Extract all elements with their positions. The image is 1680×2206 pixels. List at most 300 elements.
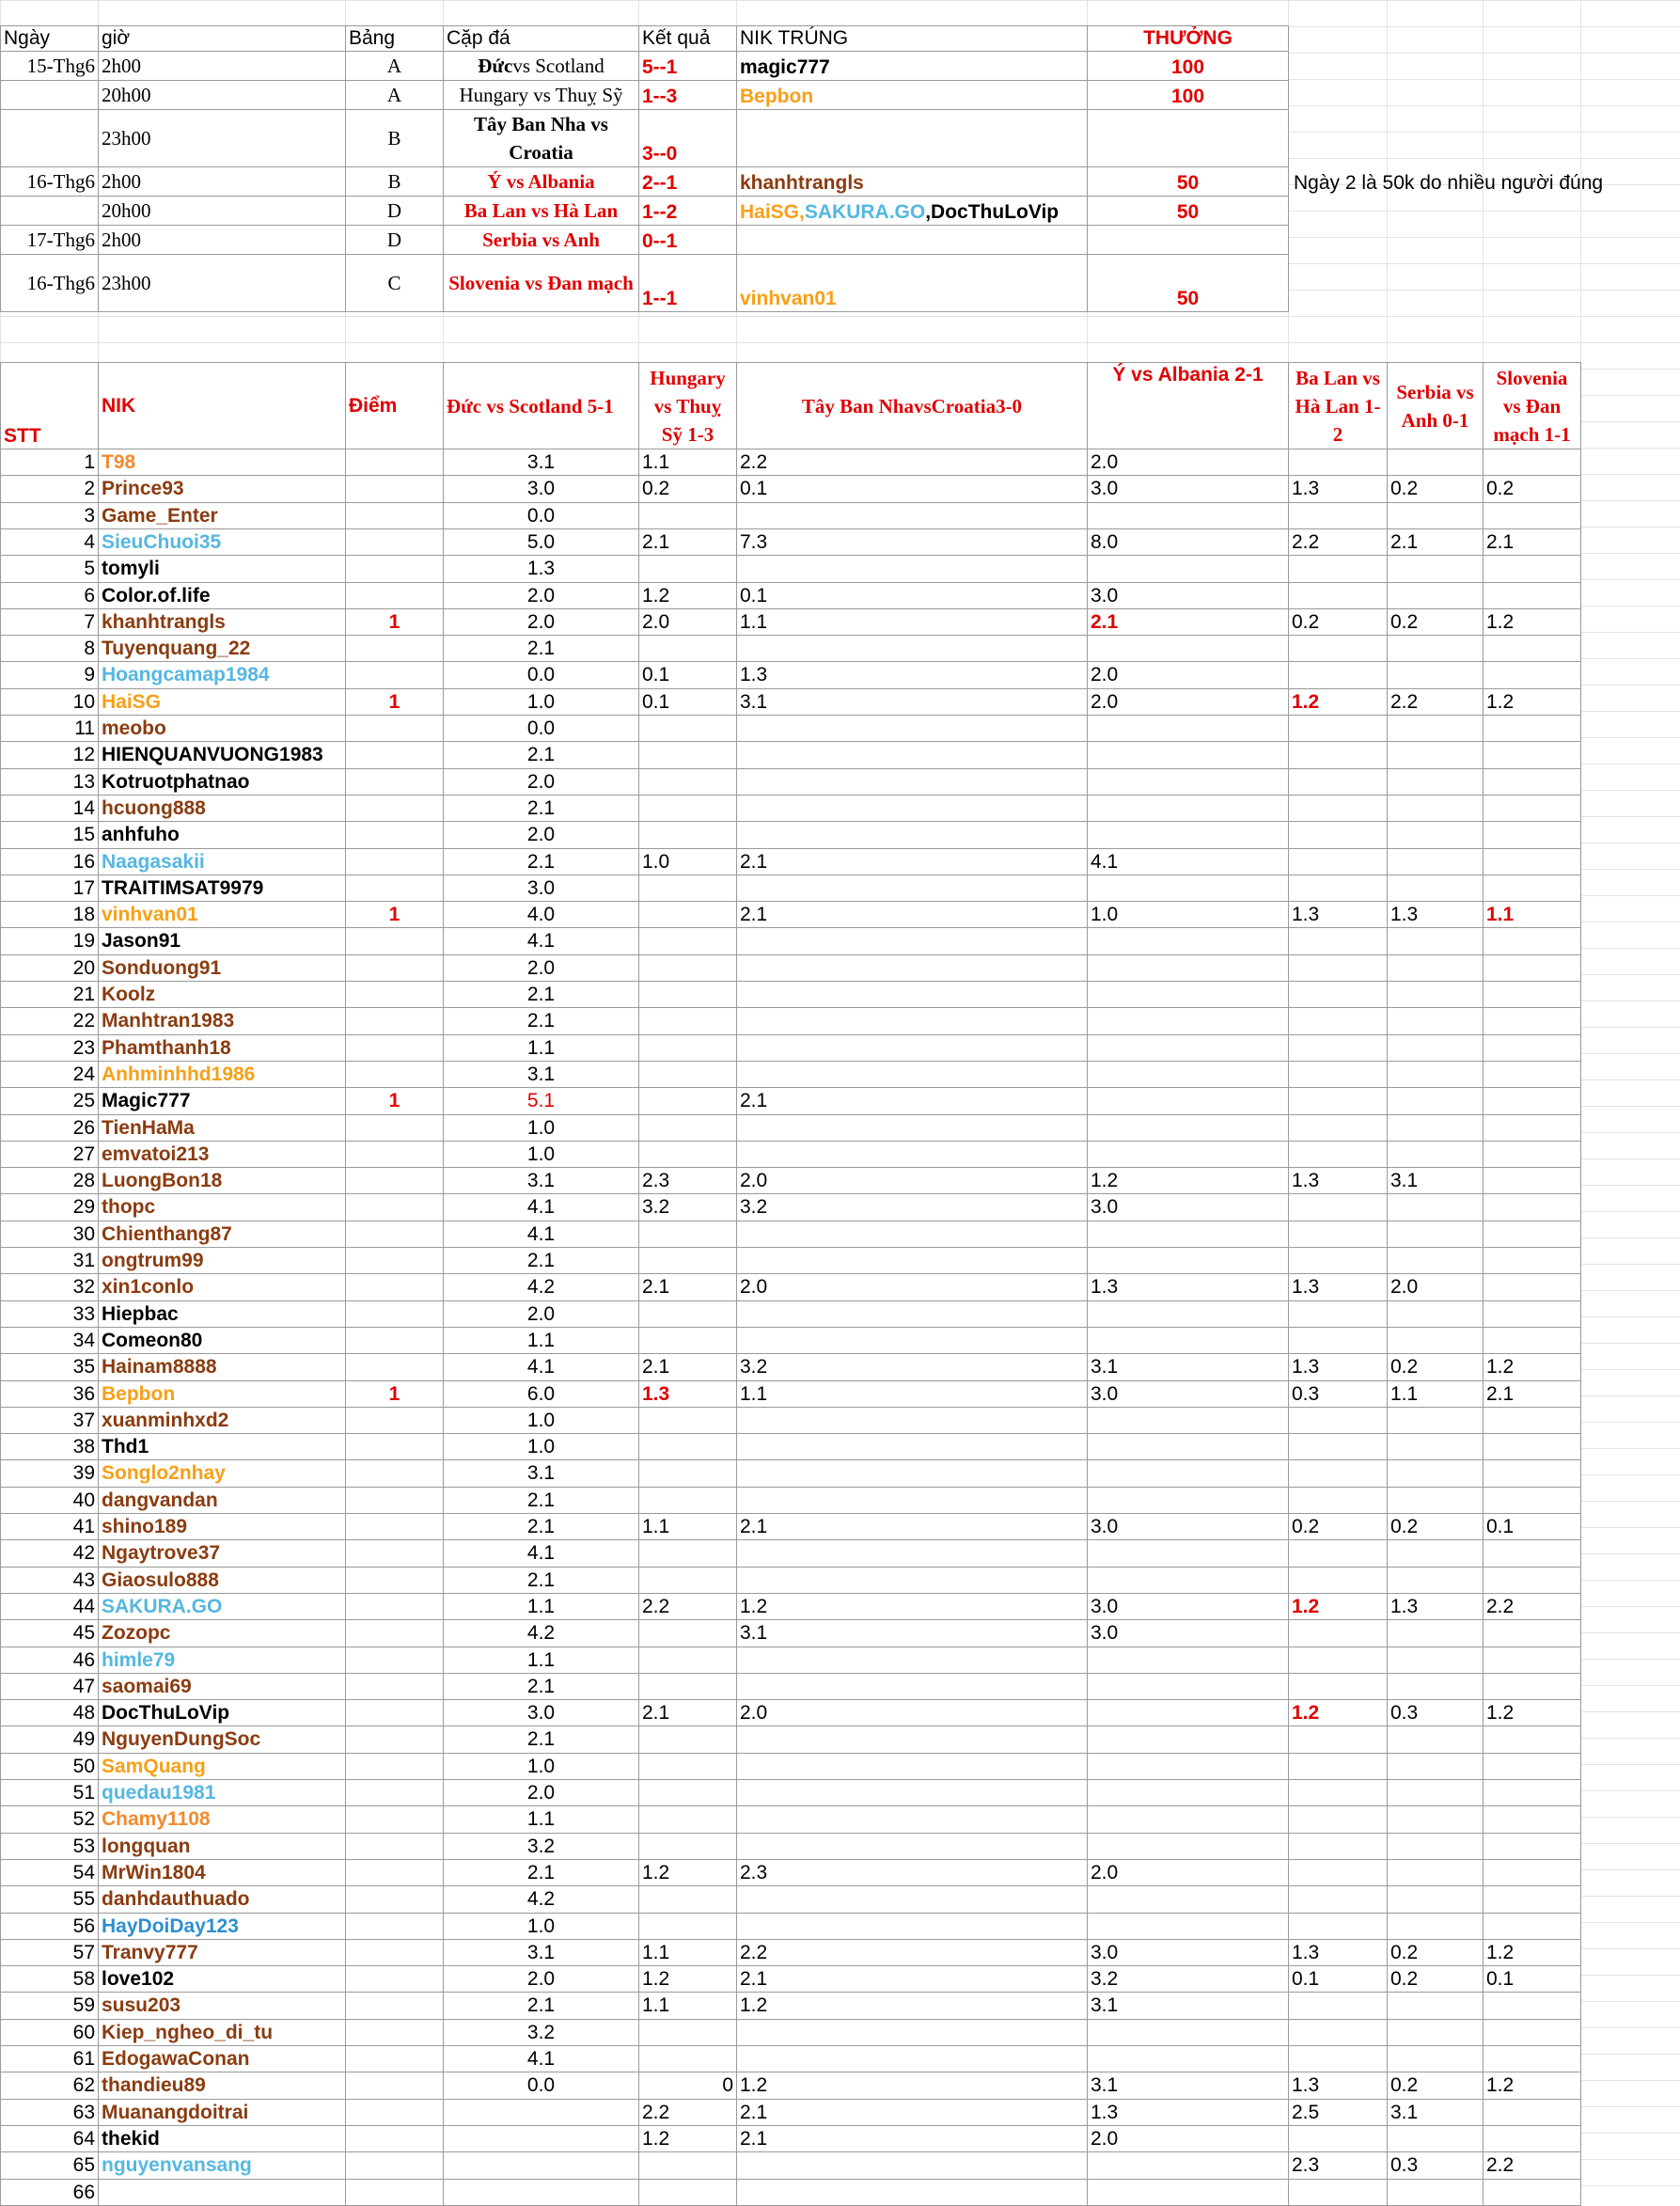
row-prediction-5[interactable]: [1288, 2179, 1388, 2206]
row-prediction-7[interactable]: [1483, 1487, 1581, 1514]
row-stt[interactable]: 66: [0, 2179, 99, 2206]
row-prediction-2[interactable]: [638, 1007, 737, 1035]
row-prediction-3[interactable]: [736, 1913, 1088, 1940]
row-points[interactable]: [345, 1805, 444, 1834]
row-prediction-4[interactable]: 3.0: [1087, 582, 1289, 609]
row-prediction-7[interactable]: 1.2: [1483, 688, 1581, 716]
row-prediction-4[interactable]: [1087, 555, 1289, 583]
row-nik[interactable]: xin1conlo: [98, 1273, 346, 1301]
row-points[interactable]: [345, 1593, 444, 1620]
row-stt[interactable]: 7: [0, 608, 99, 636]
summary-prize[interactable]: 50: [1087, 196, 1289, 226]
row-prediction-7[interactable]: 2.1: [1483, 528, 1581, 556]
row-nik[interactable]: love102: [98, 1965, 346, 1993]
row-prediction-2[interactable]: [638, 1407, 737, 1434]
row-prediction-6[interactable]: [1387, 1539, 1484, 1568]
row-prediction-2[interactable]: [638, 1459, 737, 1488]
row-points[interactable]: [345, 795, 444, 822]
row-prediction-5[interactable]: 1.3: [1288, 901, 1388, 928]
row-prediction-5[interactable]: [1288, 1619, 1388, 1647]
row-nik[interactable]: Color.of.life: [98, 582, 346, 609]
row-prediction-7[interactable]: 2.2: [1483, 2151, 1581, 2180]
row-prediction-5[interactable]: 0.3: [1288, 1380, 1388, 1408]
row-prediction-2[interactable]: [638, 2179, 737, 2206]
row-prediction-7[interactable]: 0.1: [1483, 1965, 1581, 1993]
row-prediction-5[interactable]: 1.2: [1288, 1699, 1388, 1726]
row-prediction-6[interactable]: [1387, 768, 1484, 796]
row-prediction-6[interactable]: 2.2: [1387, 688, 1484, 716]
row-prediction-7[interactable]: [1483, 1725, 1581, 1754]
row-points[interactable]: [345, 1647, 444, 1674]
row-nik[interactable]: Chamy1108: [98, 1805, 346, 1834]
row-points[interactable]: [345, 2179, 444, 2206]
row-prediction-1[interactable]: 3.1: [443, 449, 639, 476]
summary-prize[interactable]: 100: [1087, 51, 1289, 81]
row-prediction-2[interactable]: [638, 1567, 737, 1594]
row-points[interactable]: [345, 1141, 444, 1168]
row-prediction-2[interactable]: [638, 1034, 737, 1062]
summary-result[interactable]: 3--0: [638, 109, 737, 167]
row-prediction-1[interactable]: 4.1: [443, 927, 639, 955]
row-points[interactable]: [345, 981, 444, 1008]
row-prediction-5[interactable]: [1288, 821, 1388, 849]
row-prediction-5[interactable]: [1288, 661, 1388, 689]
row-points[interactable]: [345, 1619, 444, 1647]
row-prediction-7[interactable]: [1483, 1167, 1581, 1194]
row-prediction-7[interactable]: [1483, 2045, 1581, 2072]
row-prediction-4[interactable]: 2.0: [1087, 688, 1289, 716]
summary-time[interactable]: 20h00: [98, 80, 346, 110]
row-nik[interactable]: nguyenvansang: [98, 2151, 346, 2180]
row-prediction-3[interactable]: 1.2: [736, 1992, 1088, 2020]
row-prediction-6[interactable]: [1387, 848, 1484, 875]
row-prediction-2[interactable]: [638, 1087, 737, 1115]
row-prediction-1[interactable]: 4.1: [443, 2045, 639, 2072]
row-prediction-3[interactable]: [736, 1300, 1088, 1328]
row-nik[interactable]: Naagasakii: [98, 848, 346, 875]
row-prediction-3[interactable]: [736, 1725, 1088, 1754]
row-prediction-3[interactable]: 1.1: [736, 1380, 1088, 1408]
row-prediction-4[interactable]: [1087, 1487, 1289, 1514]
row-prediction-1[interactable]: 0.0: [443, 502, 639, 529]
row-prediction-2[interactable]: 2.1: [638, 528, 737, 556]
row-nik[interactable]: Bepbon: [98, 1380, 346, 1408]
row-prediction-4[interactable]: 3.0: [1087, 1939, 1289, 1966]
row-prediction-2[interactable]: 2.0: [638, 608, 737, 636]
row-prediction-4[interactable]: 3.1: [1087, 1353, 1289, 1381]
row-prediction-7[interactable]: [1483, 981, 1581, 1008]
row-prediction-2[interactable]: 2.3: [638, 1167, 737, 1194]
row-prediction-4[interactable]: 2.0: [1087, 2125, 1289, 2152]
row-points[interactable]: [345, 1673, 444, 1700]
summary-header[interactable]: NIK TRÚNG: [736, 25, 1088, 52]
row-prediction-4[interactable]: [1087, 768, 1289, 796]
row-prediction-6[interactable]: [1387, 1034, 1484, 1062]
row-stt[interactable]: 40: [0, 1487, 99, 1514]
row-stt[interactable]: 60: [0, 2019, 99, 2046]
row-nik[interactable]: LuongBon18: [98, 1167, 346, 1194]
row-prediction-4[interactable]: 4.1: [1087, 848, 1289, 875]
row-prediction-5[interactable]: [1288, 1141, 1388, 1168]
row-points[interactable]: [345, 635, 444, 662]
summary-winners[interactable]: [736, 254, 1088, 312]
row-prediction-7[interactable]: [1483, 1885, 1581, 1914]
summary-time[interactable]: 2h00: [98, 225, 346, 255]
row-nik[interactable]: longquan: [98, 1833, 346, 1860]
row-points[interactable]: [345, 1247, 444, 1274]
row-stt[interactable]: 17: [0, 875, 99, 902]
row-stt[interactable]: 46: [0, 1647, 99, 1674]
row-nik[interactable]: SAKURA.GO: [98, 1593, 346, 1620]
row-nik[interactable]: MrWin1804: [98, 1859, 346, 1886]
row-prediction-3[interactable]: [736, 1805, 1088, 1834]
row-prediction-7[interactable]: 1.1: [1483, 901, 1581, 928]
row-prediction-5[interactable]: 0.2: [1288, 608, 1388, 636]
row-prediction-1[interactable]: 4.1: [443, 1193, 639, 1221]
row-points[interactable]: [345, 528, 444, 556]
row-prediction-2[interactable]: [638, 1673, 737, 1700]
row-prediction-2[interactable]: [638, 1221, 737, 1248]
row-prediction-5[interactable]: [1288, 1805, 1388, 1834]
row-prediction-1[interactable]: 0.0: [443, 2072, 639, 2100]
row-prediction-5[interactable]: [1288, 954, 1388, 982]
row-stt[interactable]: 41: [0, 1513, 99, 1540]
row-prediction-2[interactable]: 2.1: [638, 1699, 737, 1726]
row-stt[interactable]: 49: [0, 1725, 99, 1754]
row-stt[interactable]: 23: [0, 1034, 99, 1062]
row-prediction-6[interactable]: 0.2: [1387, 608, 1484, 636]
summary-match[interactable]: Tây Ban Nha vs Croatia: [443, 109, 639, 167]
row-prediction-5[interactable]: [1288, 1247, 1388, 1274]
row-prediction-4[interactable]: [1087, 1459, 1289, 1488]
row-prediction-6[interactable]: [1387, 715, 1484, 742]
row-nik[interactable]: xuanminhxd2: [98, 1407, 346, 1434]
row-prediction-1[interactable]: 2.1: [443, 1247, 639, 1274]
row-prediction-4[interactable]: [1087, 2151, 1289, 2180]
row-prediction-7[interactable]: [1483, 1087, 1581, 1115]
row-stt[interactable]: 1: [0, 449, 99, 476]
row-stt[interactable]: 18: [0, 901, 99, 928]
row-stt[interactable]: 39: [0, 1459, 99, 1488]
row-points[interactable]: [345, 1779, 444, 1806]
row-prediction-2[interactable]: [638, 715, 737, 742]
row-prediction-4[interactable]: [1087, 1221, 1289, 1248]
row-nik[interactable]: DocThuLoVip: [98, 1699, 346, 1726]
row-prediction-6[interactable]: [1387, 449, 1484, 476]
row-prediction-4[interactable]: [1087, 1433, 1289, 1460]
row-prediction-1[interactable]: [443, 2099, 639, 2126]
row-prediction-2[interactable]: [638, 1247, 737, 1274]
row-prediction-3[interactable]: 2.1: [736, 848, 1088, 875]
row-prediction-5[interactable]: 1.2: [1288, 688, 1388, 716]
row-stt[interactable]: 2: [0, 475, 99, 503]
row-prediction-3[interactable]: 3.1: [736, 688, 1088, 716]
summary-group[interactable]: B: [345, 166, 444, 197]
row-prediction-3[interactable]: 0.1: [736, 582, 1088, 609]
summary-match[interactable]: Hungary vs Thuỵ Sỹ: [443, 80, 639, 110]
row-prediction-7[interactable]: [1483, 1061, 1581, 1088]
row-prediction-3[interactable]: [736, 715, 1088, 742]
row-prediction-7[interactable]: [1483, 449, 1581, 476]
row-nik[interactable]: thekid: [98, 2125, 346, 2152]
row-points[interactable]: [345, 1167, 444, 1194]
row-prediction-7[interactable]: [1483, 2019, 1581, 2046]
row-prediction-4[interactable]: 3.0: [1087, 1193, 1289, 1221]
row-prediction-1[interactable]: 1.1: [443, 1647, 639, 1674]
row-prediction-2[interactable]: [638, 555, 737, 583]
row-prediction-2[interactable]: [638, 1833, 737, 1860]
row-prediction-3[interactable]: 2.1: [736, 1513, 1088, 1540]
row-prediction-2[interactable]: [638, 1114, 737, 1142]
header-diem[interactable]: Điểm: [345, 362, 444, 449]
row-prediction-2[interactable]: [638, 927, 737, 955]
row-points[interactable]: [345, 2072, 444, 2100]
row-points[interactable]: [345, 1034, 444, 1062]
row-nik[interactable]: [98, 2179, 346, 2206]
row-prediction-5[interactable]: 0.1: [1288, 1965, 1388, 1993]
row-prediction-1[interactable]: 2.1: [443, 741, 639, 769]
header-match-1[interactable]: Đức vs Scotland 5-1: [443, 362, 639, 449]
row-prediction-3[interactable]: 2.1: [736, 901, 1088, 928]
row-prediction-1[interactable]: 1.1: [443, 1034, 639, 1062]
summary-winners[interactable]: [736, 196, 1088, 226]
row-prediction-2[interactable]: 1.3: [638, 1380, 737, 1408]
row-prediction-7[interactable]: [1483, 1221, 1581, 1248]
row-prediction-3[interactable]: [736, 1247, 1088, 1274]
row-prediction-7[interactable]: [1483, 1619, 1581, 1647]
summary-result[interactable]: 1--3: [638, 80, 737, 110]
row-prediction-1[interactable]: 2.0: [443, 582, 639, 609]
row-points[interactable]: [345, 1007, 444, 1035]
row-prediction-4[interactable]: [1087, 1087, 1289, 1115]
row-prediction-5[interactable]: 1.3: [1288, 2072, 1388, 2100]
row-prediction-7[interactable]: [1483, 875, 1581, 902]
row-prediction-3[interactable]: 0.1: [736, 475, 1088, 503]
row-prediction-2[interactable]: 0.2: [638, 475, 737, 503]
row-prediction-1[interactable]: 0.0: [443, 715, 639, 742]
row-prediction-5[interactable]: 1.2: [1288, 1593, 1388, 1620]
row-prediction-6[interactable]: [1387, 927, 1484, 955]
row-prediction-1[interactable]: 2.0: [443, 954, 639, 982]
row-stt[interactable]: 55: [0, 1885, 99, 1914]
row-prediction-1[interactable]: 1.1: [443, 1593, 639, 1620]
row-prediction-3[interactable]: 2.2: [736, 1939, 1088, 1966]
row-prediction-4[interactable]: [1087, 1885, 1289, 1914]
row-stt[interactable]: 34: [0, 1327, 99, 1354]
row-prediction-5[interactable]: [1288, 875, 1388, 902]
row-prediction-2[interactable]: [638, 1913, 737, 1940]
row-nik[interactable]: HaiSG: [98, 688, 346, 716]
row-prediction-2[interactable]: [638, 741, 737, 769]
row-prediction-2[interactable]: [638, 1619, 737, 1647]
row-nik[interactable]: ongtrum99: [98, 1247, 346, 1274]
row-prediction-2[interactable]: 1.1: [638, 1939, 737, 1966]
row-stt[interactable]: 51: [0, 1779, 99, 1806]
row-prediction-7[interactable]: [1483, 1805, 1581, 1834]
row-nik[interactable]: Tuyenquang_22: [98, 635, 346, 662]
row-prediction-6[interactable]: 1.3: [1387, 901, 1484, 928]
row-prediction-3[interactable]: [736, 1327, 1088, 1354]
row-prediction-2[interactable]: 1.1: [638, 1992, 737, 2020]
row-prediction-7[interactable]: [1483, 1913, 1581, 1940]
row-prediction-7[interactable]: [1483, 1247, 1581, 1274]
summary-result[interactable]: 5--1: [638, 51, 737, 81]
row-prediction-5[interactable]: [1288, 555, 1388, 583]
row-nik[interactable]: T98: [98, 449, 346, 476]
row-points[interactable]: [345, 1859, 444, 1886]
row-stt[interactable]: 4: [0, 528, 99, 556]
summary-result[interactable]: 1--1: [638, 254, 737, 312]
row-prediction-1[interactable]: 2.0: [443, 1779, 639, 1806]
row-prediction-7[interactable]: [1483, 1779, 1581, 1806]
row-prediction-7[interactable]: [1483, 1647, 1581, 1674]
row-stt[interactable]: 15: [0, 821, 99, 849]
row-prediction-1[interactable]: 2.1: [443, 1487, 639, 1514]
row-prediction-6[interactable]: [1387, 1061, 1484, 1088]
row-prediction-6[interactable]: [1387, 1992, 1484, 2020]
row-prediction-1[interactable]: 4.1: [443, 1353, 639, 1381]
row-prediction-2[interactable]: [638, 1805, 737, 1834]
row-prediction-3[interactable]: [736, 768, 1088, 796]
row-nik[interactable]: thopc: [98, 1193, 346, 1221]
row-prediction-4[interactable]: 1.3: [1087, 1273, 1289, 1301]
row-prediction-6[interactable]: 0.2: [1387, 475, 1484, 503]
row-prediction-4[interactable]: [1087, 1805, 1289, 1834]
row-prediction-1[interactable]: 2.1: [443, 1513, 639, 1540]
row-nik[interactable]: hcuong888: [98, 795, 346, 822]
summary-group[interactable]: A: [345, 51, 444, 81]
row-prediction-3[interactable]: [736, 1673, 1088, 1700]
row-nik[interactable]: meobo: [98, 715, 346, 742]
row-prediction-6[interactable]: 2.0: [1387, 1273, 1484, 1301]
row-prediction-7[interactable]: [1483, 1114, 1581, 1142]
row-prediction-1[interactable]: 0.0: [443, 661, 639, 689]
row-prediction-7[interactable]: [1483, 795, 1581, 822]
row-prediction-6[interactable]: 2.1: [1387, 528, 1484, 556]
row-prediction-7[interactable]: [1483, 1300, 1581, 1328]
summary-header[interactable]: giờ: [98, 25, 346, 52]
row-stt[interactable]: 10: [0, 688, 99, 716]
row-prediction-5[interactable]: [1288, 715, 1388, 742]
row-prediction-1[interactable]: 3.0: [443, 475, 639, 503]
row-prediction-3[interactable]: 2.0: [736, 1699, 1088, 1726]
row-prediction-6[interactable]: [1387, 661, 1484, 689]
row-prediction-6[interactable]: [1387, 1487, 1484, 1514]
row-stt[interactable]: 38: [0, 1433, 99, 1460]
row-nik[interactable]: Sonduong91: [98, 954, 346, 982]
summary-winners[interactable]: [736, 109, 1088, 167]
row-nik[interactable]: HayDoiDay123: [98, 1913, 346, 1940]
row-points[interactable]: [345, 1965, 444, 1993]
row-prediction-3[interactable]: [736, 2151, 1088, 2180]
summary-winners[interactable]: [736, 80, 1088, 110]
row-prediction-7[interactable]: [1483, 1459, 1581, 1488]
row-prediction-7[interactable]: [1483, 1407, 1581, 1434]
row-prediction-1[interactable]: 4.2: [443, 1885, 639, 1914]
row-points[interactable]: [345, 1539, 444, 1568]
summary-prize[interactable]: 100: [1087, 80, 1289, 110]
row-nik[interactable]: Muanangdoitrai: [98, 2099, 346, 2126]
row-points[interactable]: [345, 1433, 444, 1460]
row-prediction-5[interactable]: [1288, 1459, 1388, 1488]
row-prediction-3[interactable]: [736, 927, 1088, 955]
row-points[interactable]: [345, 2125, 444, 2152]
row-prediction-1[interactable]: 1.0: [443, 1114, 639, 1142]
row-prediction-3[interactable]: [736, 1034, 1088, 1062]
row-prediction-2[interactable]: 2.2: [638, 1593, 737, 1620]
row-points[interactable]: [345, 1992, 444, 2020]
row-prediction-5[interactable]: 1.3: [1288, 1167, 1388, 1194]
row-prediction-6[interactable]: [1387, 635, 1484, 662]
row-stt[interactable]: 25: [0, 1087, 99, 1115]
row-prediction-6[interactable]: [1387, 2045, 1484, 2072]
row-prediction-1[interactable]: 2.1: [443, 1673, 639, 1700]
row-nik[interactable]: Songlo2nhay: [98, 1459, 346, 1488]
row-prediction-2[interactable]: 2.2: [638, 2099, 737, 2126]
row-prediction-6[interactable]: [1387, 1247, 1484, 1274]
row-stt[interactable]: 62: [0, 2072, 99, 2100]
summary-match[interactable]: Ý vs Albania: [443, 166, 639, 197]
row-nik[interactable]: himle79: [98, 1647, 346, 1674]
row-points[interactable]: [345, 1913, 444, 1940]
row-prediction-4[interactable]: [1087, 1833, 1289, 1860]
row-points[interactable]: [345, 954, 444, 982]
row-points[interactable]: [345, 1273, 444, 1301]
row-prediction-1[interactable]: 1.1: [443, 1805, 639, 1834]
row-prediction-6[interactable]: [1387, 1805, 1484, 1834]
row-prediction-7[interactable]: [1483, 502, 1581, 529]
row-prediction-2[interactable]: 1.0: [638, 848, 737, 875]
row-stt[interactable]: 47: [0, 1673, 99, 1700]
row-prediction-4[interactable]: [1087, 1699, 1289, 1726]
row-prediction-3[interactable]: [736, 954, 1088, 982]
row-prediction-6[interactable]: [1387, 1433, 1484, 1460]
header-match-7[interactable]: Slovenia vs Đan mạch 1-1: [1483, 362, 1581, 449]
row-prediction-2[interactable]: [638, 2151, 737, 2180]
row-nik[interactable]: HIENQUANVUONG1983: [98, 741, 346, 769]
row-stt[interactable]: 56: [0, 1913, 99, 1940]
row-prediction-6[interactable]: [1387, 875, 1484, 902]
row-points[interactable]: [345, 821, 444, 849]
row-prediction-6[interactable]: 3.1: [1387, 2099, 1484, 2126]
row-prediction-7[interactable]: [1483, 1193, 1581, 1221]
row-prediction-7[interactable]: [1483, 821, 1581, 849]
row-prediction-6[interactable]: [1387, 741, 1484, 769]
row-prediction-3[interactable]: 2.2: [736, 449, 1088, 476]
row-prediction-4[interactable]: 3.0: [1087, 1380, 1289, 1408]
row-prediction-4[interactable]: [1087, 1114, 1289, 1142]
row-prediction-1[interactable]: 5.0: [443, 528, 639, 556]
row-prediction-7[interactable]: [1483, 954, 1581, 982]
row-prediction-3[interactable]: [736, 1539, 1088, 1568]
row-prediction-1[interactable]: [443, 2125, 639, 2152]
row-prediction-3[interactable]: [736, 821, 1088, 849]
row-prediction-5[interactable]: [1288, 1087, 1388, 1115]
row-prediction-6[interactable]: [1387, 1193, 1484, 1221]
row-prediction-5[interactable]: [1288, 635, 1388, 662]
row-prediction-7[interactable]: [1483, 2179, 1581, 2206]
row-prediction-4[interactable]: [1087, 1327, 1289, 1354]
row-prediction-1[interactable]: 2.1: [443, 848, 639, 875]
row-prediction-1[interactable]: 2.0: [443, 1965, 639, 1993]
row-stt[interactable]: 16: [0, 848, 99, 875]
row-prediction-4[interactable]: 2.0: [1087, 661, 1289, 689]
row-prediction-3[interactable]: [736, 555, 1088, 583]
row-prediction-5[interactable]: [1288, 927, 1388, 955]
row-stt[interactable]: 20: [0, 954, 99, 982]
row-nik[interactable]: Prince93: [98, 475, 346, 503]
row-points[interactable]: [345, 1833, 444, 1860]
